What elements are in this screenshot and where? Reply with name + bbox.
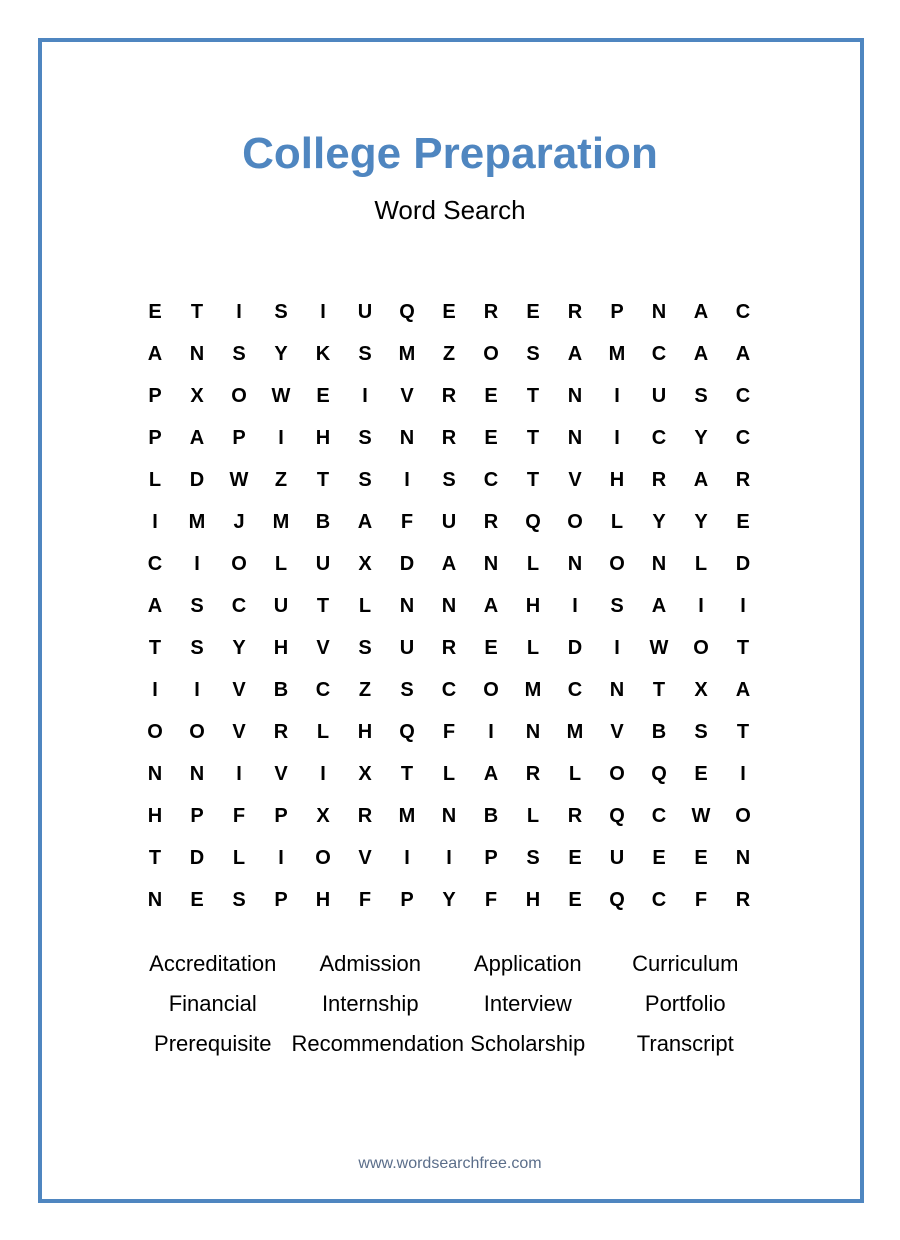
word-list-item: Financial xyxy=(168,991,257,1016)
grid-letter: N xyxy=(525,721,541,743)
grid-letter: P xyxy=(274,889,288,911)
word-list-item: Application xyxy=(473,951,582,976)
grid-letter: O xyxy=(735,805,751,827)
grid-letter: Z xyxy=(358,679,372,701)
word-list-item: Internship xyxy=(321,991,419,1016)
grid-letter: P xyxy=(400,889,414,911)
grid-letter: Q xyxy=(525,511,541,533)
grid-row xyxy=(134,627,764,669)
grid-letter: L xyxy=(442,763,456,785)
grid-letter: F xyxy=(232,805,246,827)
grid-letter: U xyxy=(357,301,373,323)
grid-letter: R xyxy=(735,469,751,491)
grid-letter: L xyxy=(358,595,372,617)
grid-letter: T xyxy=(526,427,540,449)
grid-letter: N xyxy=(651,301,667,323)
grid-letter: M xyxy=(188,511,206,533)
grid-letter: T xyxy=(148,637,162,659)
grid-letter: E xyxy=(190,889,204,911)
grid-letter: A xyxy=(483,595,499,617)
grid-letter: O xyxy=(231,385,247,407)
grid-letter: Y xyxy=(652,511,666,533)
grid-letter: M xyxy=(608,343,626,365)
grid-letter: B xyxy=(483,805,499,827)
grid-letter: R xyxy=(441,427,457,449)
grid-row xyxy=(134,459,764,501)
grid-letter: X xyxy=(358,553,372,575)
grid-letter: L xyxy=(316,721,330,743)
grid-letter: S xyxy=(358,427,372,449)
grid-letter: S xyxy=(694,721,708,743)
grid-letter: A xyxy=(147,343,163,365)
grid-letter: V xyxy=(358,847,372,869)
grid-letter: N xyxy=(441,595,457,617)
grid-letter: S xyxy=(442,469,456,491)
grid-letter: W xyxy=(271,385,291,407)
grid-letter: O xyxy=(147,721,163,743)
grid-letter: I xyxy=(488,721,494,743)
grid-letter: R xyxy=(525,763,541,785)
grid-letter: L xyxy=(232,847,246,869)
grid-letter: O xyxy=(567,511,583,533)
grid-letter: A xyxy=(693,469,709,491)
grid-letter: Q xyxy=(609,805,625,827)
grid-letter: O xyxy=(609,763,625,785)
grid-letter: H xyxy=(273,637,289,659)
grid-letter: A xyxy=(147,595,163,617)
grid-letter: E xyxy=(316,385,330,407)
grid-letter: L xyxy=(526,805,540,827)
grid-letter: E xyxy=(148,301,162,323)
grid-letter: I xyxy=(740,763,746,785)
grid-letter: H xyxy=(525,889,541,911)
word-list-row xyxy=(134,984,764,1024)
grid-letter: I xyxy=(320,763,326,785)
grid-letter: S xyxy=(358,343,372,365)
grid-letter: N xyxy=(567,385,583,407)
grid-letter: E xyxy=(526,301,540,323)
grid-letter: T xyxy=(148,847,162,869)
grid-letter: A xyxy=(483,763,499,785)
grid-letter: S xyxy=(610,595,624,617)
grid-row xyxy=(134,291,764,333)
grid-letter: C xyxy=(651,889,667,911)
grid-letter: I xyxy=(446,847,452,869)
grid-letter: V xyxy=(316,637,330,659)
grid-letter: Y xyxy=(274,343,288,365)
grid-letter: V xyxy=(568,469,582,491)
grid-letter: Q xyxy=(399,301,415,323)
grid-letter: R xyxy=(483,301,499,323)
grid-letter: H xyxy=(609,469,625,491)
grid-letter: Z xyxy=(442,343,456,365)
grid-letter: O xyxy=(231,553,247,575)
grid-letter: M xyxy=(398,343,416,365)
grid-letter: B xyxy=(651,721,667,743)
grid-letter: R xyxy=(567,805,583,827)
word-list-item: Interview xyxy=(483,991,572,1016)
grid-letter: L xyxy=(568,763,582,785)
grid-letter: S xyxy=(526,847,540,869)
grid-letter: S xyxy=(400,679,414,701)
grid-letter: O xyxy=(693,637,709,659)
grid-letter: I xyxy=(236,763,242,785)
grid-letter: L xyxy=(148,469,162,491)
grid-row xyxy=(134,669,764,711)
grid-letter: S xyxy=(232,343,246,365)
grid-letter: E xyxy=(736,511,750,533)
grid-letter: Q xyxy=(609,889,625,911)
grid-letter: I xyxy=(572,595,578,617)
grid-letter: F xyxy=(694,889,708,911)
grid-letter: C xyxy=(651,427,667,449)
grid-letter: O xyxy=(483,343,499,365)
grid-letter: U xyxy=(315,553,331,575)
page-title: College Preparation xyxy=(242,129,658,178)
grid-letter: C xyxy=(315,679,331,701)
grid-letter: N xyxy=(735,847,751,869)
grid-letter: I xyxy=(404,469,410,491)
grid-letter: J xyxy=(233,511,245,533)
grid-letter: V xyxy=(400,385,414,407)
grid-letter: F xyxy=(400,511,414,533)
grid-letter: Y xyxy=(232,637,246,659)
word-list-item: Prerequisite xyxy=(154,1031,272,1056)
grid-letter: P xyxy=(484,847,498,869)
grid-letter: I xyxy=(404,847,410,869)
grid-letter: V xyxy=(610,721,624,743)
grid-letter: C xyxy=(735,301,751,323)
grid-letter: F xyxy=(442,721,456,743)
grid-letter: F xyxy=(484,889,498,911)
letter-grid xyxy=(134,291,764,921)
grid-row xyxy=(134,585,764,627)
word-list-item: Accreditation xyxy=(149,951,277,976)
grid-letter: W xyxy=(691,805,711,827)
grid-letter: B xyxy=(315,511,331,533)
grid-letter: D xyxy=(399,553,415,575)
grid-letter: T xyxy=(526,469,540,491)
grid-letter: P xyxy=(232,427,246,449)
grid-letter: L xyxy=(694,553,708,575)
grid-letter: V xyxy=(274,763,288,785)
grid-letter: N xyxy=(147,763,163,785)
word-list-row xyxy=(134,944,764,984)
grid-letter: V xyxy=(232,679,246,701)
grid-letter: N xyxy=(483,553,499,575)
grid-letter: T xyxy=(316,469,330,491)
grid-letter: E xyxy=(484,637,498,659)
grid-letter: A xyxy=(693,301,709,323)
grid-letter: E xyxy=(484,427,498,449)
grid-letter: T xyxy=(736,721,750,743)
grid-letter: X xyxy=(694,679,708,701)
grid-letter: P xyxy=(148,427,162,449)
grid-letter: T xyxy=(526,385,540,407)
grid-letter: X xyxy=(316,805,330,827)
grid-letter: E xyxy=(484,385,498,407)
grid-letter: A xyxy=(189,427,205,449)
grid-letter: Q xyxy=(651,763,667,785)
grid-letter: C xyxy=(441,679,457,701)
grid-letter: N xyxy=(567,553,583,575)
grid-letter: I xyxy=(236,301,242,323)
grid-letter: V xyxy=(232,721,246,743)
grid-letter: Y xyxy=(694,427,708,449)
grid-letter: I xyxy=(320,301,326,323)
grid-row xyxy=(134,879,764,921)
grid-letter: X xyxy=(190,385,204,407)
grid-row xyxy=(134,543,764,585)
grid-letter: R xyxy=(483,511,499,533)
grid-letter: L xyxy=(274,553,288,575)
grid-letter: M xyxy=(272,511,290,533)
grid-letter: I xyxy=(152,511,158,533)
word-list-item: Transcript xyxy=(636,1031,734,1056)
grid-letter: C xyxy=(651,343,667,365)
grid-letter: A xyxy=(357,511,373,533)
grid-letter: U xyxy=(441,511,457,533)
word-list-row xyxy=(134,1024,764,1064)
grid-letter: E xyxy=(652,847,666,869)
grid-letter: B xyxy=(273,679,289,701)
grid-letter: E xyxy=(568,847,582,869)
grid-letter: D xyxy=(735,553,751,575)
grid-letter: T xyxy=(736,637,750,659)
grid-letter: Y xyxy=(442,889,456,911)
word-list-item: Portfolio xyxy=(644,991,726,1016)
grid-letter: N xyxy=(147,889,163,911)
grid-letter: I xyxy=(614,637,620,659)
grid-letter: I xyxy=(278,847,284,869)
grid-letter: A xyxy=(651,595,667,617)
grid-letter: U xyxy=(273,595,289,617)
grid-row xyxy=(134,795,764,837)
grid-letter: A xyxy=(735,679,751,701)
grid-letter: N xyxy=(189,763,205,785)
grid-letter: M xyxy=(398,805,416,827)
grid-letter: P xyxy=(190,805,204,827)
grid-letter: O xyxy=(315,847,331,869)
grid-letter: K xyxy=(315,343,331,365)
grid-letter: I xyxy=(362,385,368,407)
grid-letter: Z xyxy=(274,469,288,491)
word-list-item: Curriculum xyxy=(632,951,739,976)
grid-letter: N xyxy=(567,427,583,449)
grid-letter: W xyxy=(229,469,249,491)
grid-row xyxy=(134,417,764,459)
grid-letter: O xyxy=(483,679,499,701)
grid-letter: H xyxy=(147,805,163,827)
grid-letter: M xyxy=(524,679,542,701)
grid-letter: H xyxy=(315,889,331,911)
grid-letter: T xyxy=(316,595,330,617)
grid-letter: R xyxy=(273,721,289,743)
grid-letter: S xyxy=(694,385,708,407)
grid-letter: I xyxy=(152,679,158,701)
grid-letter: D xyxy=(189,847,205,869)
grid-row xyxy=(134,333,764,375)
grid-letter: S xyxy=(274,301,288,323)
grid-letter: M xyxy=(566,721,584,743)
grid-letter: N xyxy=(189,343,205,365)
grid-letter: H xyxy=(315,427,331,449)
grid-letter: S xyxy=(232,889,246,911)
grid-letter: I xyxy=(614,385,620,407)
grid-letter: U xyxy=(399,637,415,659)
grid-letter: I xyxy=(740,595,746,617)
grid-letter: H xyxy=(525,595,541,617)
grid-letter: C xyxy=(651,805,667,827)
grid-letter: E xyxy=(442,301,456,323)
grid-letter: D xyxy=(567,637,583,659)
word-list-item: Scholarship xyxy=(470,1031,586,1056)
grid-letter: A xyxy=(693,343,709,365)
grid-letter: C xyxy=(735,427,751,449)
grid-letter: S xyxy=(526,343,540,365)
grid-letter: C xyxy=(735,385,751,407)
grid-letter: I xyxy=(698,595,704,617)
grid-letter: L xyxy=(526,637,540,659)
grid-letter: L xyxy=(610,511,624,533)
grid-letter: N xyxy=(651,553,667,575)
grid-letter: X xyxy=(358,763,372,785)
grid-letter: T xyxy=(190,301,204,323)
grid-letter: C xyxy=(231,595,247,617)
grid-letter: P xyxy=(610,301,624,323)
grid-letter: N xyxy=(609,679,625,701)
grid-letter: I xyxy=(278,427,284,449)
grid-row xyxy=(134,753,764,795)
grid-letter: N xyxy=(399,427,415,449)
footer-url: www.wordsearchfree.com xyxy=(358,1155,542,1172)
grid-letter: O xyxy=(609,553,625,575)
word-list-item: Admission xyxy=(319,951,421,976)
grid-letter: C xyxy=(567,679,583,701)
grid-letter: U xyxy=(609,847,625,869)
grid-letter: N xyxy=(441,805,457,827)
grid-row xyxy=(134,711,764,753)
grid-letter: E xyxy=(568,889,582,911)
grid-letter: S xyxy=(358,637,372,659)
grid-row xyxy=(134,375,764,417)
grid-letter: R xyxy=(651,469,667,491)
grid-row xyxy=(134,837,764,879)
grid-letter: H xyxy=(357,721,373,743)
grid-letter: R xyxy=(357,805,373,827)
grid-letter: R xyxy=(735,889,751,911)
grid-letter: D xyxy=(189,469,205,491)
grid-letter: T xyxy=(652,679,666,701)
grid-letter: P xyxy=(274,805,288,827)
grid-letter: S xyxy=(190,637,204,659)
grid-letter: R xyxy=(441,637,457,659)
grid-letter: F xyxy=(358,889,372,911)
grid-letter: Q xyxy=(399,721,415,743)
grid-letter: U xyxy=(651,385,667,407)
grid-letter: R xyxy=(441,385,457,407)
word-list-item: Recommendation xyxy=(291,1031,464,1056)
grid-letter: C xyxy=(147,553,163,575)
grid-letter: Y xyxy=(694,511,708,533)
grid-letter: I xyxy=(194,679,200,701)
grid-row xyxy=(134,501,764,543)
grid-letter: R xyxy=(567,301,583,323)
grid-letter: O xyxy=(189,721,205,743)
word-list xyxy=(134,944,764,1064)
grid-letter: E xyxy=(694,847,708,869)
grid-letter: S xyxy=(190,595,204,617)
grid-letter: A xyxy=(567,343,583,365)
grid-letter: S xyxy=(358,469,372,491)
grid-letter: P xyxy=(148,385,162,407)
grid-letter: I xyxy=(194,553,200,575)
grid-letter: T xyxy=(400,763,414,785)
grid-letter: I xyxy=(614,427,620,449)
grid-letter: A xyxy=(735,343,751,365)
page-subtitle: Word Search xyxy=(374,195,526,225)
grid-letter: A xyxy=(441,553,457,575)
grid-letter: C xyxy=(483,469,499,491)
grid-letter: W xyxy=(649,637,669,659)
grid-letter: N xyxy=(399,595,415,617)
grid-letter: E xyxy=(694,763,708,785)
grid-letter: L xyxy=(526,553,540,575)
